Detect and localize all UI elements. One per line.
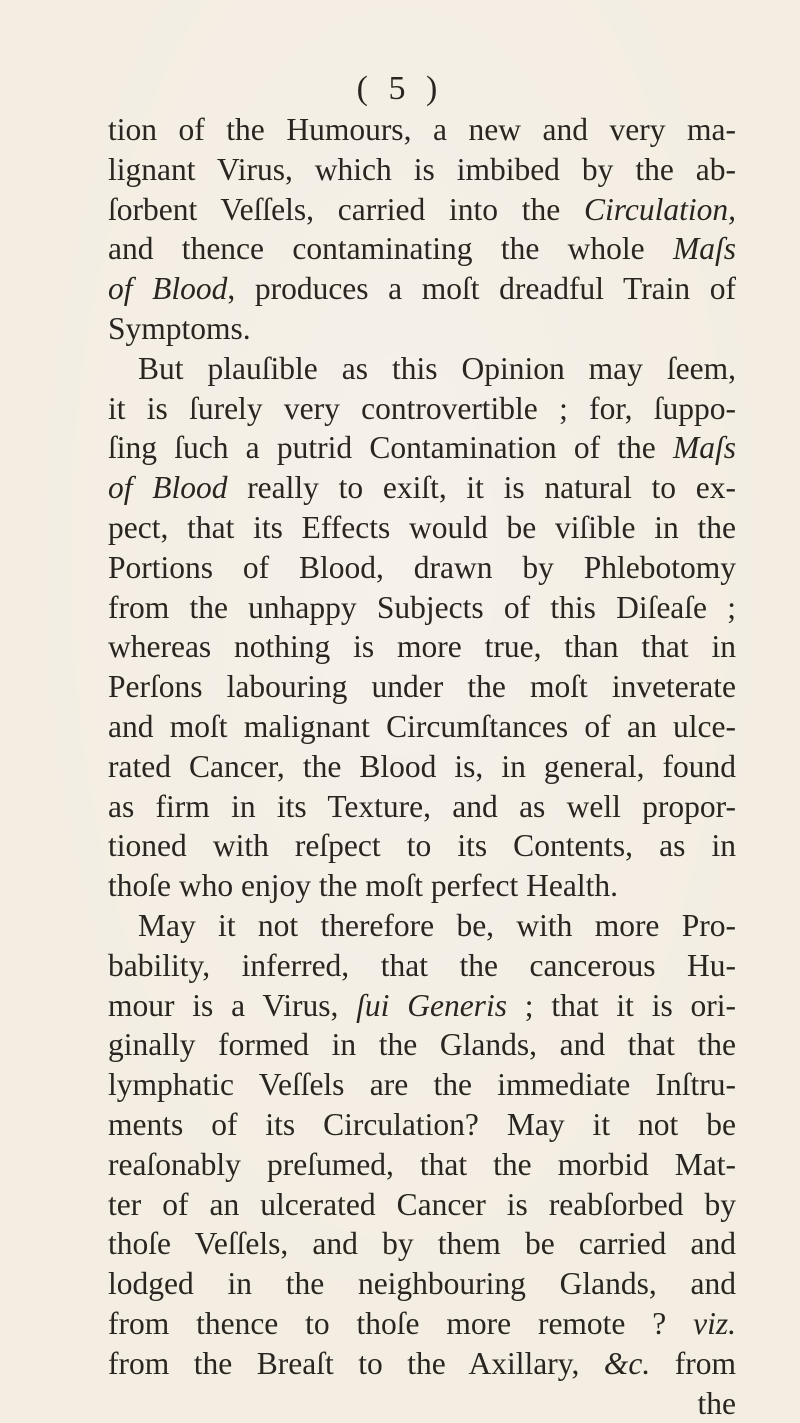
italic-text: &c. <box>604 1346 650 1381</box>
text-segment: as firm in its Texture, and as well propor- <box>108 789 736 824</box>
text-segment: , produces a moſt dreadful Train of <box>227 271 736 306</box>
text-line <box>108 1384 736 1423</box>
text-segment: thoſe who enjoy the moſt perfect Health. <box>108 868 618 903</box>
text-segment: lodged in the neighbouring Glands, and <box>108 1266 736 1301</box>
text-segment: from <box>650 1346 736 1381</box>
text-segment: tioned with reſpect to its Contents, as in <box>108 828 736 863</box>
text-line <box>108 906 736 946</box>
text-line <box>108 1185 736 1225</box>
text-segment: thoſe Veſſels, and by them be carried and <box>108 1226 736 1261</box>
text-line <box>108 986 736 1026</box>
text-line <box>108 309 736 349</box>
text-segment: rated Cancer, the Blood is, in general, found <box>108 749 736 784</box>
text-segment: May it not therefore be, with more Pro- <box>138 908 736 943</box>
text-segment: Symptoms. <box>108 311 251 346</box>
text-line <box>108 1304 736 1344</box>
text-segment: from thence to thoſe more remote ? <box>108 1306 693 1341</box>
text-line <box>108 1105 736 1145</box>
text-line <box>108 627 736 667</box>
text-line <box>108 428 736 468</box>
italic-text: of Blood <box>108 271 227 306</box>
text-segment: But plauſible as this Opinion may ſeem, <box>138 351 736 386</box>
text-line <box>108 349 736 389</box>
text-segment: lymphatic Veſſels are the immediate Inſtru- <box>108 1067 736 1102</box>
body-text <box>108 110 736 1423</box>
text-segment: pect, that its Effects would be viſible in the <box>108 510 736 545</box>
text-segment: ; that it is ori- <box>507 988 736 1023</box>
italic-text: Maſs <box>673 430 736 465</box>
text-line <box>108 1025 736 1065</box>
text-line <box>108 190 736 230</box>
text-segment: from the Breaſt to the Axillary, <box>108 1346 604 1381</box>
text-segment: whereas nothing is more true, than that in <box>108 629 736 664</box>
text-line <box>108 588 736 628</box>
text-line <box>108 269 736 309</box>
text-segment: lignant Virus, which is imbibed by the ab- <box>108 152 736 187</box>
text-line <box>108 1145 736 1185</box>
text-line <box>108 229 736 269</box>
text-segment: ments of its Circulation? May it not be <box>108 1107 736 1142</box>
text-segment: Portions of Blood, drawn by Phlebotomy <box>108 550 736 585</box>
text-segment: ſing ſuch a putrid Contamination of the <box>108 430 673 465</box>
text-segment: and moſt malignant Circumſtances of an ulce- <box>108 709 736 744</box>
text-line <box>108 707 736 747</box>
text-line <box>108 389 736 429</box>
text-line <box>108 110 736 150</box>
italic-text: viz. <box>693 1306 736 1341</box>
text-line <box>108 826 736 866</box>
text-line <box>108 1065 736 1105</box>
text-line <box>108 468 736 508</box>
text-line <box>108 1264 736 1304</box>
text-line <box>108 508 736 548</box>
text-line <box>108 866 736 906</box>
text-segment: ginally formed in the Glands, and that the <box>108 1027 736 1062</box>
text-line <box>108 787 736 827</box>
text-line <box>108 1224 736 1264</box>
text-line <box>108 747 736 787</box>
text-segment: really to exiſt, it is natural to ex- <box>227 470 736 505</box>
italic-text: of Blood <box>108 470 227 505</box>
text-segment: Perſons labouring under the moſt inveterate <box>108 669 736 704</box>
text-line <box>108 150 736 190</box>
text-segment: ſorbent Veſſels, carried into the <box>108 192 584 227</box>
text-segment: tion of the Humours, a new and very ma- <box>108 112 736 147</box>
text-segment: mour is a Virus, <box>108 988 356 1023</box>
text-line <box>108 946 736 986</box>
text-line <box>108 1344 736 1384</box>
text-line <box>108 667 736 707</box>
italic-text: Circulation, <box>584 192 736 227</box>
text-segment: reaſonably preſumed, that the morbid Mat- <box>108 1147 736 1182</box>
text-segment: it is ſurely very controvertible ; for, ſuppo- <box>108 391 736 426</box>
text-segment: the <box>698 1386 736 1421</box>
text-segment: ter of an ulcerated Cancer is reabſorbed by <box>108 1187 736 1222</box>
italic-text: Maſs <box>673 231 736 266</box>
text-line <box>108 548 736 588</box>
text-segment: and thence contaminating the whole <box>108 231 673 266</box>
text-segment: from the unhappy Subjects of this Diſeaſe ; <box>108 590 736 625</box>
text-segment: bability, inferred, that the cancerous Hu- <box>108 948 736 983</box>
page-number: ( 5 ) <box>0 70 800 108</box>
italic-text: ſui Generis <box>356 988 507 1023</box>
